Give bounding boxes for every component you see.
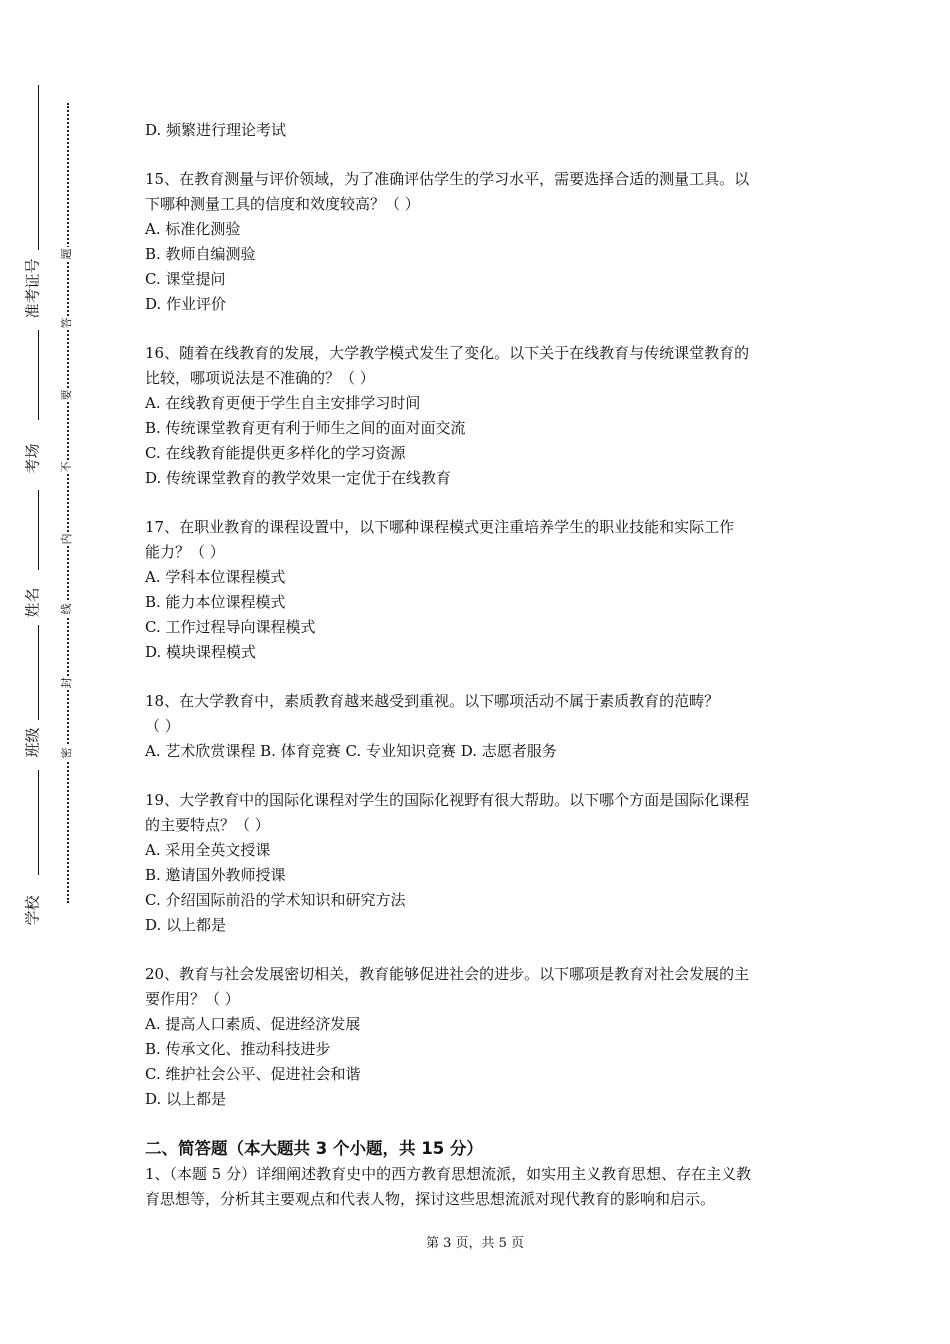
option: D. 以上都是	[145, 916, 227, 934]
line-segment	[38, 625, 39, 720]
label-name: 姓名	[23, 587, 42, 618]
option: C. 课堂提问	[145, 270, 226, 288]
line-segment	[38, 85, 39, 250]
page-number: 第 3 页，共 5 页	[425, 1236, 525, 1251]
option: D. 作业评价	[145, 295, 227, 313]
question-text: 下哪种测量工具的信度和效度较高？（ ）	[145, 195, 420, 213]
short-answer-text: 育思想等，分析其主要观点和代表人物，探讨这些思想流派对现代教育的影响和启示。	[145, 1190, 716, 1208]
dotted-cut-line	[67, 103, 69, 903]
question-text: 能力？（ ）	[145, 543, 225, 561]
option: A. 艺术欣赏课程 B. 体育竞赛 C. 专业知识竞赛 D. 志愿者服务	[145, 742, 557, 760]
question-text: 17、在职业教育的课程设置中，以下哪种课程模式更注重培养学生的职业技能和实际工作	[145, 518, 735, 536]
option: D. 模块课程模式	[145, 643, 257, 661]
question-17	[145, 515, 815, 665]
dot-char: 题	[60, 248, 73, 260]
line-segment	[38, 330, 39, 420]
option: D. 以上都是	[145, 1090, 227, 1108]
binding-margin	[0, 0, 120, 1344]
question-19	[145, 788, 815, 938]
question-text: 19、大学教育中的国际化课程对学生的国际化视野有很大帮助。以下哪个方面是国际化课程	[145, 791, 750, 809]
option: A. 标准化测验	[145, 220, 241, 238]
option: A. 提高人口素质、促进经济发展	[145, 1015, 361, 1033]
question-18	[145, 689, 815, 764]
question-text: （ ）	[145, 717, 180, 735]
question-text: 18、在大学教育中，素质教育越来越受到重视。以下哪项活动不属于素质教育的范畴？	[145, 692, 720, 710]
dot-char: 要	[60, 389, 73, 401]
dot-char: 线	[60, 603, 73, 615]
short-answer-text: 1、（本题 5 分）详细阐述教育史中的西方教育思想流派，如实用主义教育思想、存在主义教	[145, 1165, 752, 1183]
dot-char: 答	[60, 317, 73, 329]
option: A. 学科本位课程模式	[145, 568, 286, 586]
option: B. 能力本位课程模式	[145, 593, 286, 611]
label-school: 学校	[23, 895, 42, 926]
question-text: 15、在教育测量与评价领域，为了准确评估学生的学习水平，需要选择合适的测量工具。以	[145, 170, 750, 188]
question-text: 20、教育与社会发展密切相关，教育能够促进社会的进步。以下哪项是教育对社会发展的主	[145, 965, 750, 983]
question-15	[145, 167, 815, 317]
option: B. 传承文化、推动科技进步	[145, 1040, 331, 1058]
line-segment	[38, 770, 39, 875]
question-text: 比较，哪项说法是不准确的？（ ）	[145, 369, 375, 387]
option: A. 采用全英文授课	[145, 841, 271, 859]
option: B. 邀请国外教师授课	[145, 866, 286, 884]
label-class: 班级	[23, 727, 42, 758]
question-text: 要作用？（ ）	[145, 990, 240, 1008]
question-20	[145, 962, 815, 1112]
question-text: 16、随着在线教育的发展，大学教学模式发生了变化。以下关于在线教育与传统课堂教育的	[145, 344, 750, 362]
label-exam-room: 考场	[23, 443, 42, 474]
option: C. 在线教育能提供更多样化的学习资源	[145, 444, 406, 462]
question-16	[145, 341, 815, 491]
question-14-tail	[145, 118, 815, 143]
section-title: 二、简答题（本大题共 3 个小题，共 15 分）	[145, 1139, 483, 1158]
option: B. 传统课堂教育更有利于师生之间的面对面交流	[145, 419, 466, 437]
dot-char: 内	[60, 533, 73, 545]
option: B. 教师自编测验	[145, 245, 256, 263]
dot-char: 不	[60, 461, 73, 473]
dot-char: 封	[60, 677, 73, 689]
option: C. 工作过程导向课程模式	[145, 618, 316, 636]
option: D. 频繁进行理论考试	[145, 121, 287, 139]
option: C. 维护社会公平、促进社会和谐	[145, 1065, 361, 1083]
label-exam-id: 准考证号	[23, 258, 42, 319]
exam-content	[145, 118, 815, 1212]
option: A. 在线教育更便于学生自主安排学习时间	[145, 394, 421, 412]
line-segment	[38, 490, 39, 570]
option: D. 传统课堂教育的教学效果一定优于在线教育	[145, 469, 452, 487]
question-text: 的主要特点？（ ）	[145, 816, 270, 834]
option: C. 介绍国际前沿的学术知识和研究方法	[145, 891, 406, 909]
dot-char: 密	[60, 747, 73, 759]
